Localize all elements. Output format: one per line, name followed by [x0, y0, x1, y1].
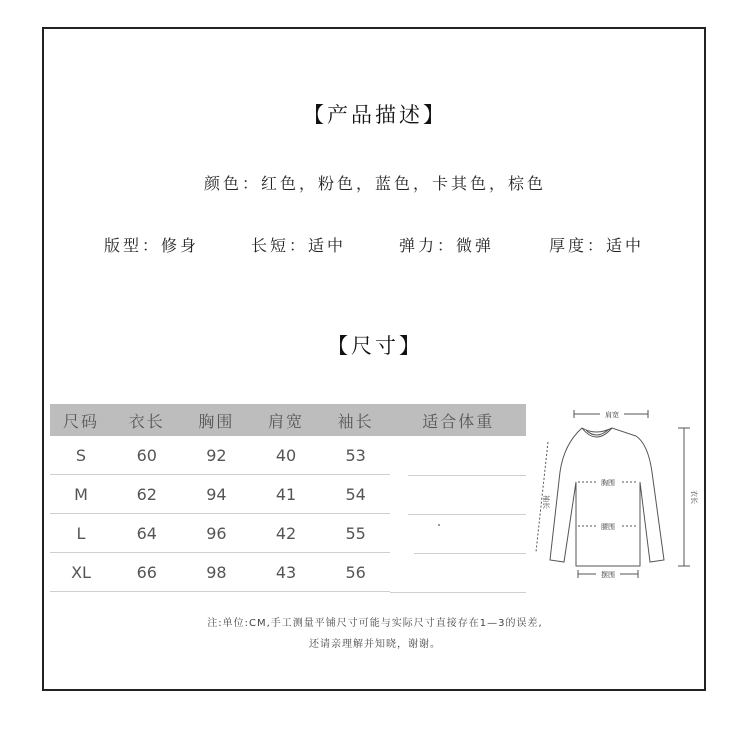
table-cell: 98 — [182, 553, 252, 592]
col-header: 尺码 — [50, 404, 112, 436]
table-cell: 60 — [112, 436, 182, 475]
table-cell: 55 — [321, 514, 391, 553]
note-line-2: 还请亲理解并知晓，谢谢。 — [309, 639, 441, 650]
spec-elasticity: 弹力：微弹 — [399, 236, 495, 255]
diagram-label-shoulder: 肩宽 — [605, 411, 619, 419]
spec-fit: 版型：修身 — [104, 236, 200, 255]
size-heading: 【尺寸】 — [327, 334, 423, 358]
diagram-label-length: 衣长 — [690, 490, 698, 504]
diagram-label-chest: 胸围 — [601, 479, 615, 487]
table-row — [50, 514, 526, 553]
table-cell: 66 — [112, 553, 182, 592]
table-cell: 96 — [182, 514, 252, 553]
diagram-label-sleeve: 袖长 — [542, 495, 550, 509]
col-header: 衣长 — [112, 404, 182, 436]
table-cell: 43 — [251, 553, 321, 592]
col-header: 适合体重 — [390, 404, 526, 436]
spec-length: 长短：适中 — [251, 236, 347, 255]
col-header: 胸围 — [182, 404, 252, 436]
note-line-1: 注:单位:CM,手工测量平铺尺寸可能与实际尺寸直接存在1—3的误差, — [207, 618, 543, 629]
table-cell: 62 — [112, 475, 182, 514]
diagram-label-hem: 摆围 — [601, 571, 615, 579]
table-cell-weight — [390, 553, 526, 592]
table-cell: M — [50, 475, 112, 514]
table-header-row — [50, 404, 526, 436]
col-header: 肩宽 — [251, 404, 321, 436]
table-cell: 42 — [251, 514, 321, 553]
product-description-heading: 【产品描述】 — [303, 103, 447, 127]
garment-measurement-diagram — [524, 402, 704, 582]
table-cell-weight — [390, 436, 526, 475]
table-row — [50, 553, 526, 592]
table-cell: XL — [50, 553, 112, 592]
table-cell: S — [50, 436, 112, 475]
table-cell: 94 — [182, 475, 252, 514]
table-cell: 56 — [321, 553, 391, 592]
table-cell: 54 — [321, 475, 391, 514]
table-row — [50, 436, 526, 475]
table-cell: 41 — [251, 475, 321, 514]
diagram-label-waist: 腰围 — [601, 523, 615, 531]
spec-thickness: 厚度：适中 — [549, 236, 645, 255]
table-cell: L — [50, 514, 112, 553]
table-cell: 64 — [112, 514, 182, 553]
table-cell-weight — [390, 514, 526, 553]
colors-line: 颜色：红色，粉色，蓝色，卡其色，棕色 — [203, 174, 546, 193]
table-cell: 53 — [321, 436, 391, 475]
table-cell: 92 — [182, 436, 252, 475]
stray-dot — [438, 524, 440, 526]
size-table — [50, 404, 526, 592]
table-cell-weight — [390, 475, 526, 514]
col-header: 袖长 — [321, 404, 391, 436]
table-row — [50, 475, 526, 514]
table-cell: 40 — [251, 436, 321, 475]
